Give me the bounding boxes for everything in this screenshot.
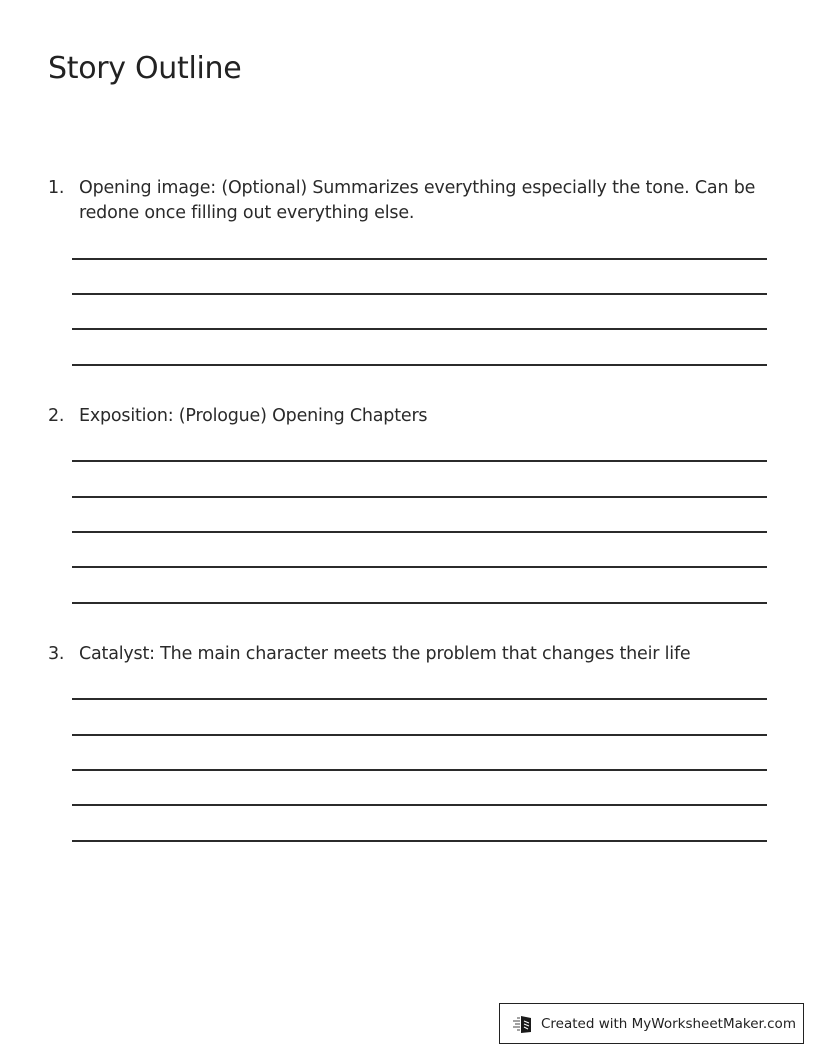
created-with-badge[interactable] (499, 1003, 804, 1044)
question-text: Exposition: (Prologue) Opening Chapters (79, 406, 428, 426)
answer-line[interactable] (72, 566, 767, 568)
question-3 (48, 642, 768, 667)
answer-line[interactable] (72, 328, 767, 330)
answer-line[interactable] (72, 258, 767, 260)
myworksheetmaker-logo-icon (512, 1014, 534, 1034)
question-number: 1. (48, 178, 65, 198)
question-text: Opening image: (Optional) Summarizes everything especially the tone. Can be redone once filling out everything else. (79, 178, 756, 223)
answer-line[interactable] (72, 496, 767, 498)
question-2 (48, 404, 768, 429)
answer-line[interactable] (72, 769, 767, 771)
answer-line[interactable] (72, 364, 767, 366)
answer-line[interactable] (72, 698, 767, 700)
answer-line[interactable] (72, 293, 767, 295)
answer-line[interactable] (72, 804, 767, 806)
answer-line[interactable] (72, 734, 767, 736)
question-1 (48, 176, 768, 226)
question-number: 2. (48, 406, 65, 426)
answer-line[interactable] (72, 840, 767, 842)
answer-line[interactable] (72, 602, 767, 604)
answer-line[interactable] (72, 531, 767, 533)
question-text: Catalyst: The main character meets the problem that changes their life (79, 644, 691, 664)
created-with-label: Created with MyWorksheetMaker.com (541, 1015, 796, 1032)
question-number: 3. (48, 644, 65, 664)
answer-line[interactable] (72, 460, 767, 462)
page-title: Story Outline (48, 51, 242, 86)
